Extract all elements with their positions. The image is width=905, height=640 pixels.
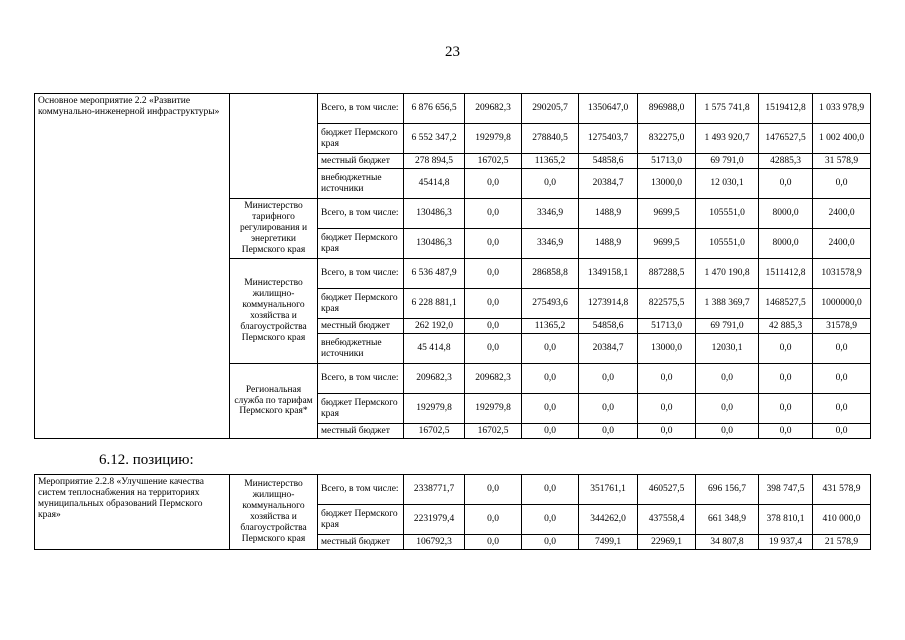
funding-source-cell: бюджет Пермского края: [318, 289, 404, 319]
value-cell: 1488,9: [579, 229, 638, 259]
value-cell: 8000,0: [759, 229, 813, 259]
value-cell: 0,0: [759, 334, 813, 364]
value-cell: 0,0: [696, 364, 759, 394]
value-cell: 106792,3: [404, 535, 465, 550]
funding-source-cell: Всего, в том числе:: [318, 475, 404, 505]
value-cell: 6 552 347,2: [404, 124, 465, 154]
value-cell: 69 791,0: [696, 319, 759, 334]
value-cell: 1031578,9: [813, 259, 871, 289]
value-cell: 2400,0: [813, 229, 871, 259]
value-cell: 209682,3: [465, 364, 522, 394]
value-cell: 9699,5: [638, 199, 696, 229]
value-cell: 8000,0: [759, 199, 813, 229]
value-cell: 0,0: [696, 424, 759, 439]
value-cell: 105551,0: [696, 229, 759, 259]
executor-cell: Региональная служба по тарифам Пермского края*: [230, 364, 318, 439]
value-cell: 661 348,9: [696, 505, 759, 535]
value-cell: 398 747,5: [759, 475, 813, 505]
value-cell: 1 033 978,9: [813, 94, 871, 124]
table-row: [35, 94, 871, 124]
value-cell: 0,0: [522, 475, 579, 505]
value-cell: 7499,1: [579, 535, 638, 550]
value-cell: 0,0: [579, 394, 638, 424]
value-cell: 1 575 741,8: [696, 94, 759, 124]
value-cell: 278 894,5: [404, 154, 465, 169]
budget-table-measure-2-2-8: [34, 474, 871, 550]
value-cell: 378 810,1: [759, 505, 813, 535]
value-cell: 1349158,1: [579, 259, 638, 289]
value-cell: 1 388 369,7: [696, 289, 759, 319]
value-cell: 0,0: [813, 364, 871, 394]
value-cell: 2231979,4: [404, 505, 465, 535]
value-cell: 1350647,0: [579, 94, 638, 124]
value-cell: 16702,5: [465, 424, 522, 439]
executor-cell: [230, 94, 318, 199]
value-cell: 0,0: [522, 424, 579, 439]
funding-source-cell: Всего, в том числе:: [318, 259, 404, 289]
value-cell: 1 002 400,0: [813, 124, 871, 154]
value-cell: 344262,0: [579, 505, 638, 535]
value-cell: 0,0: [696, 394, 759, 424]
value-cell: 34 807,8: [696, 535, 759, 550]
value-cell: 1273914,8: [579, 289, 638, 319]
value-cell: 262 192,0: [404, 319, 465, 334]
value-cell: 0,0: [465, 475, 522, 505]
value-cell: 832275,0: [638, 124, 696, 154]
funding-source-cell: бюджет Пермского края: [318, 229, 404, 259]
value-cell: 0,0: [465, 319, 522, 334]
value-cell: 42 885,3: [759, 319, 813, 334]
value-cell: 0,0: [465, 259, 522, 289]
funding-source-cell: внебюджетные источники: [318, 334, 404, 364]
value-cell: 54858,6: [579, 319, 638, 334]
value-cell: 19 937,4: [759, 535, 813, 550]
value-cell: 0,0: [465, 199, 522, 229]
value-cell: 51713,0: [638, 319, 696, 334]
value-cell: 6 876 656,5: [404, 94, 465, 124]
value-cell: 0,0: [813, 424, 871, 439]
value-cell: 192979,8: [465, 394, 522, 424]
value-cell: 2400,0: [813, 199, 871, 229]
value-cell: 11365,2: [522, 319, 579, 334]
funding-source-cell: Всего, в том числе:: [318, 364, 404, 394]
executor-cell: Министерство жилищно-коммунального хозяйства и благоустройства Пермского края: [230, 475, 318, 550]
value-cell: 3346,9: [522, 199, 579, 229]
value-cell: 0,0: [465, 505, 522, 535]
value-cell: 13000,0: [638, 169, 696, 199]
funding-source-cell: бюджет Пермского края: [318, 505, 404, 535]
value-cell: 1511412,8: [759, 259, 813, 289]
value-cell: 192979,8: [465, 124, 522, 154]
value-cell: 437558,4: [638, 505, 696, 535]
value-cell: 12 030,1: [696, 169, 759, 199]
funding-source-cell: местный бюджет: [318, 154, 404, 169]
value-cell: 22969,1: [638, 535, 696, 550]
funding-source-cell: местный бюджет: [318, 424, 404, 439]
value-cell: 696 156,7: [696, 475, 759, 505]
funding-source-cell: бюджет Пермского края: [318, 394, 404, 424]
value-cell: 31 578,9: [813, 154, 871, 169]
value-cell: 1476527,5: [759, 124, 813, 154]
value-cell: 0,0: [579, 364, 638, 394]
funding-source-cell: Всего, в том числе:: [318, 199, 404, 229]
value-cell: 0,0: [522, 334, 579, 364]
value-cell: 286858,8: [522, 259, 579, 289]
value-cell: 278840,5: [522, 124, 579, 154]
value-cell: 822575,5: [638, 289, 696, 319]
value-cell: 192979,8: [404, 394, 465, 424]
value-cell: 1519412,8: [759, 94, 813, 124]
value-cell: 16702,5: [404, 424, 465, 439]
funding-source-cell: Всего, в том числе:: [318, 94, 404, 124]
value-cell: 0,0: [522, 505, 579, 535]
funding-source-cell: бюджет Пермского края: [318, 124, 404, 154]
value-cell: 1488,9: [579, 199, 638, 229]
value-cell: 0,0: [465, 535, 522, 550]
executor-cell: Министерство жилищно-коммунального хозяйства и благоустройства Пермского края: [230, 259, 318, 364]
value-cell: 0,0: [522, 394, 579, 424]
value-cell: 130486,3: [404, 229, 465, 259]
value-cell: 1 493 920,7: [696, 124, 759, 154]
value-cell: 20384,7: [579, 169, 638, 199]
budget-table-main: [34, 93, 871, 439]
value-cell: 209682,3: [465, 94, 522, 124]
value-cell: 54858,6: [579, 154, 638, 169]
value-cell: 0,0: [522, 364, 579, 394]
value-cell: 0,0: [638, 424, 696, 439]
section-heading: 6.12. позицию:: [99, 452, 194, 468]
value-cell: 0,0: [638, 394, 696, 424]
value-cell: 2338771,7: [404, 475, 465, 505]
value-cell: 0,0: [813, 394, 871, 424]
value-cell: 0,0: [465, 229, 522, 259]
funding-source-cell: местный бюджет: [318, 535, 404, 550]
funding-source-cell: внебюджетные источники: [318, 169, 404, 199]
value-cell: 105551,0: [696, 199, 759, 229]
value-cell: 51713,0: [638, 154, 696, 169]
table-row: [35, 475, 871, 505]
value-cell: 896988,0: [638, 94, 696, 124]
value-cell: 9699,5: [638, 229, 696, 259]
value-cell: 45414,8: [404, 169, 465, 199]
value-cell: 42885,3: [759, 154, 813, 169]
value-cell: 13000,0: [638, 334, 696, 364]
value-cell: 16702,5: [465, 154, 522, 169]
value-cell: 6 536 487,9: [404, 259, 465, 289]
executor-cell: Министерство тарифного регулирования и энергетики Пермского края: [230, 199, 318, 259]
value-cell: 0,0: [522, 169, 579, 199]
value-cell: 69 791,0: [696, 154, 759, 169]
value-cell: 130486,3: [404, 199, 465, 229]
value-cell: 12030,1: [696, 334, 759, 364]
value-cell: 0,0: [465, 169, 522, 199]
value-cell: 45 414,8: [404, 334, 465, 364]
value-cell: 290205,7: [522, 94, 579, 124]
value-cell: 0,0: [522, 535, 579, 550]
value-cell: 20384,7: [579, 334, 638, 364]
value-cell: 0,0: [759, 364, 813, 394]
value-cell: 0,0: [759, 424, 813, 439]
value-cell: 0,0: [465, 289, 522, 319]
value-cell: 31578,9: [813, 319, 871, 334]
value-cell: 1000000,0: [813, 289, 871, 319]
value-cell: 351761,1: [579, 475, 638, 505]
value-cell: 0,0: [579, 424, 638, 439]
value-cell: 209682,3: [404, 364, 465, 394]
value-cell: 0,0: [759, 394, 813, 424]
funding-source-cell: местный бюджет: [318, 319, 404, 334]
value-cell: 410 000,0: [813, 505, 871, 535]
value-cell: 0,0: [813, 169, 871, 199]
value-cell: 21 578,9: [813, 535, 871, 550]
value-cell: 1 470 190,8: [696, 259, 759, 289]
value-cell: 460527,5: [638, 475, 696, 505]
value-cell: 0,0: [759, 169, 813, 199]
value-cell: 0,0: [813, 334, 871, 364]
value-cell: 431 578,9: [813, 475, 871, 505]
value-cell: 0,0: [638, 364, 696, 394]
measure-cell: Мероприятие 2.2.8 «Улучшение качества систем теплоснабжения на территориях муниципальных образований Пермского края»: [35, 475, 230, 550]
value-cell: 0,0: [465, 334, 522, 364]
value-cell: 887288,5: [638, 259, 696, 289]
page-number: 23: [445, 44, 460, 60]
value-cell: 275493,6: [522, 289, 579, 319]
measure-cell: Основное мероприятие 2.2 «Развитие коммунально-инженерной инфраструктуры»: [35, 94, 230, 439]
value-cell: 11365,2: [522, 154, 579, 169]
value-cell: 6 228 881,1: [404, 289, 465, 319]
value-cell: 3346,9: [522, 229, 579, 259]
value-cell: 1468527,5: [759, 289, 813, 319]
value-cell: 1275403,7: [579, 124, 638, 154]
